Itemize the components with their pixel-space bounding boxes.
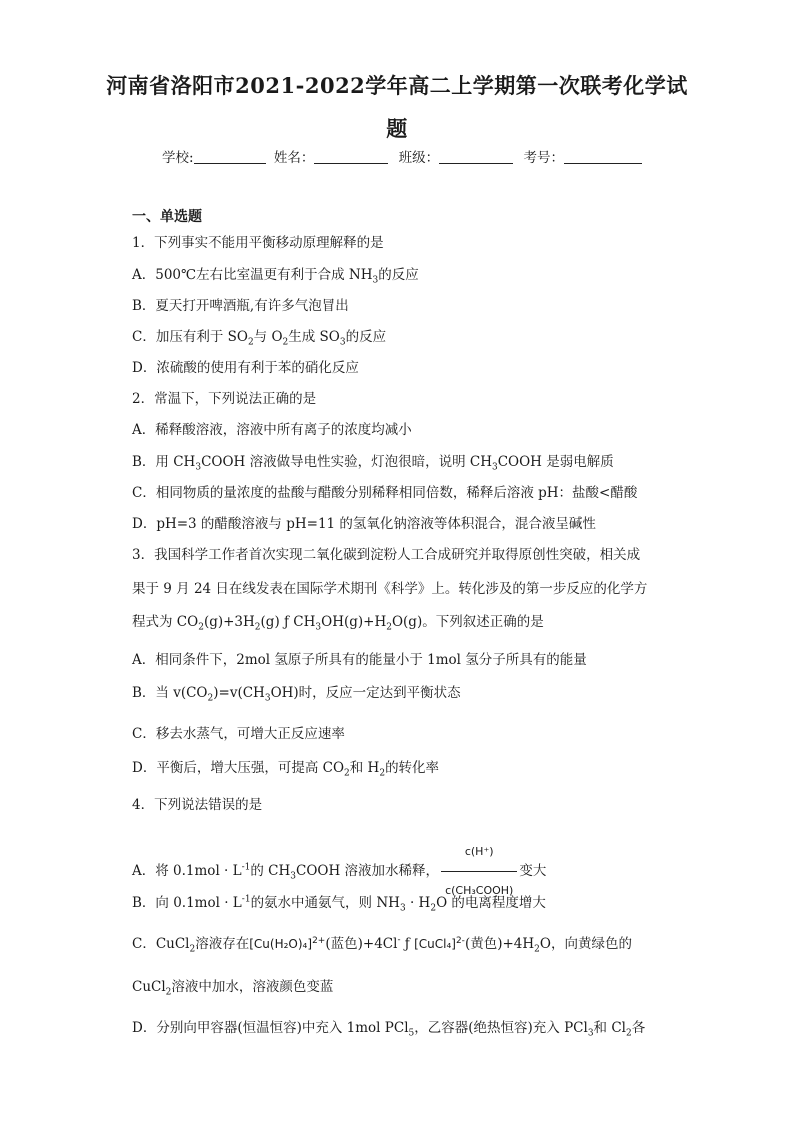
- section-heading: 一、单选题: [132, 209, 202, 225]
- q2-option-b: B．用 $CH_3COOH$ 溶液做导电性实验，灯泡很暗，说明 $CH_3COOH$ 是弱电解质: [132, 454, 614, 473]
- exam-title-line2: 题: [386, 116, 408, 141]
- q4-fraction-numerator: c(H⁺): [464, 845, 494, 858]
- q4-fraction-denominator: c(CH₃COOH): [441, 871, 517, 909]
- q3-stem-line1: 3．我国科学工作者首次实现二氧化碳到淀粉人工合成研究并取得原创性突破，相关成: [132, 547, 641, 563]
- q1-stem: 1．下列事实不能用平衡移动原理解释的是: [132, 235, 384, 251]
- q4-option-c-line1: C．CuCl$_2$溶液存在$[Cu(H_2O)_4]^{2+}$(蓝色)+4Cl- ƒ [CuCl₄]$^{2-}$(黄色)$+4H_2O$，向黄绿色的: [132, 935, 632, 955]
- q2-option-d: D．pH=3 的醋酸溶液与 pH=11 的氢氧化钠溶液等体积混合，混合液呈碱性: [132, 516, 596, 532]
- q3-stem-line2: 果于 9 月 24 日在线发表在国际学术期刊《科学》上。转化涉及的第一步反应的化学方: [132, 581, 648, 597]
- q2-option-a: A．稀释酸溶液，溶液中所有离子的浓度均减小: [132, 422, 412, 438]
- school-label: 学校:: [162, 150, 194, 166]
- q4-option-b: B．向 $0.1mol \cdot L^{-1}$的氨水中通氨气，则 $NH_3 \cdot H_2O$ 的电离程度增大: [132, 894, 546, 914]
- q4-option-c-line2: CuCl$_2$溶液中加水，溶液颜色变蓝: [132, 979, 334, 998]
- class-blank[interactable]: [439, 149, 513, 164]
- q3-option-a: A．相同条件下，2mol 氢原子所具有的能量小于 1mol 氢分子所具有的能量: [132, 652, 587, 668]
- copper-chloro-ion: [CuCl₄]$^{2-}$: [414, 936, 465, 951]
- q2-stem: 2．常温下，下列说法正确的是: [132, 391, 317, 407]
- name-label: 姓名：: [273, 150, 315, 166]
- school-blank[interactable]: [194, 149, 266, 164]
- exam-title-line1: 河南省洛阳市2021-2022学年高二上学期第一次联考化学试: [106, 73, 688, 98]
- student-info-row: [162, 146, 642, 166]
- q3-equation: 程式为 $CO_2(g)+3H_2(g)$ ƒ $CH_3OH(g)+H_2O(g)$。下列叙述正确的是: [132, 614, 544, 633]
- q3-option-c: C．移去水蒸气，可增大正反应速率: [132, 726, 345, 742]
- number-blank[interactable]: [564, 149, 642, 164]
- q4-option-a: A．将 $0.1mol \cdot L^{-1}$的 $CH_3COOH$ 溶液加水稀释， $\frac{c(H^+)}{\text{c(CH₃COOH)}}$ 变大: [132, 834, 546, 909]
- copper-aqua-ion: $[Cu(H_2O)_4]^{2+}$: [249, 936, 326, 951]
- q2-option-c: C．相同物质的量浓度的盐酸与醋酸分别稀释相同倍数，稀释后溶液 pH：盐酸<醋酸: [132, 485, 638, 501]
- equilibrium-arrow-icon: ƒ: [400, 936, 415, 952]
- name-blank[interactable]: [314, 149, 388, 164]
- q1-option-b: B．夏天打开啤酒瓶,有许多气泡冒出: [132, 298, 349, 314]
- q4-stem: 4．下列说法错误的是: [132, 797, 263, 813]
- q1-option-a: A．500℃左右比室温更有利于合成 $NH_3$的反应: [132, 267, 419, 286]
- q3-option-b: B．当 $v(CO_2)=v(CH_3OH)$时，反应一定达到平衡状态: [132, 685, 461, 704]
- q4-option-d: D．分别向甲容器(恒温恒容)中充入 1mol PCl$_5$，乙容器(绝热恒容)充入 PCl$_3$和 $Cl_2$各: [132, 1020, 646, 1039]
- q3-option-d: D．平衡后，增大压强，可提高 $CO_2$和 $H_2$的转化率: [132, 760, 440, 779]
- q1-option-c: C．加压有利于 $SO_2$与 $O_2$生成 $SO_3$的反应: [132, 329, 387, 348]
- q1-option-d: D．浓硫酸的使用有利于苯的硝化反应: [132, 360, 359, 376]
- class-label: 班级：: [398, 150, 440, 166]
- number-label: 考号：: [523, 150, 564, 166]
